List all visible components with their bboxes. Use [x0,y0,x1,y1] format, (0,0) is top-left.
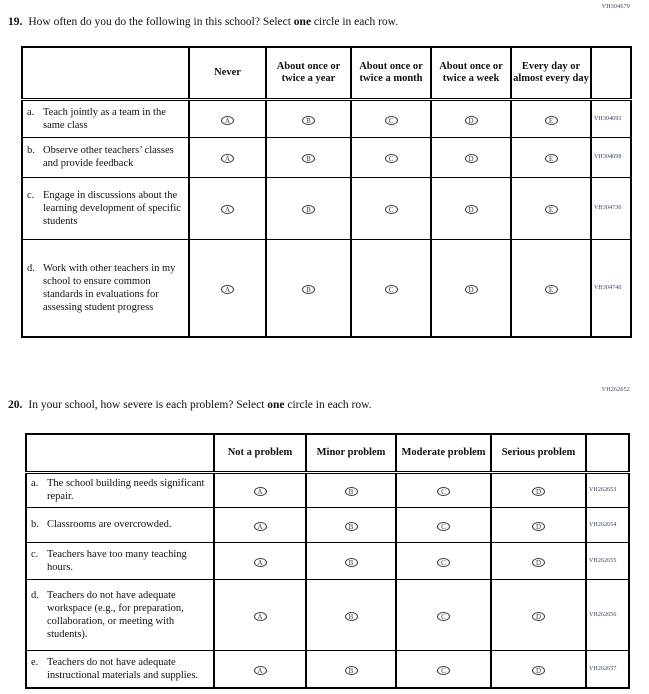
answer-oval-c[interactable]: C [437,666,450,675]
table-row [22,177,631,239]
table-row [26,472,629,507]
row-accession-code: VH304698 [591,137,631,177]
row-label-cell [26,542,214,579]
answer-oval-c[interactable]: C [437,558,450,567]
question-20-text [8,398,649,412]
row-label: Teachers do not have adequate workspace (e.g., for preparation, collaboration, or meeting with students). [47,589,184,640]
row-label-cell [22,177,189,239]
answer-oval-d[interactable]: D [532,612,545,621]
column-header-once-twice-week: About once or twice a week [431,47,511,99]
empty-code-header-cell [586,434,629,472]
header-row [26,434,629,472]
row-accession-code: VH304693 [591,99,631,137]
answer-oval-b[interactable]: B [345,522,358,531]
column-header-not-a-problem: Not a problem [214,434,306,472]
row-letter: d. [31,589,39,601]
row-label: Work with other teachers in my school to ensure common standards in evaluations for assessing student progress [43,262,176,313]
answer-oval-c[interactable]: C [385,205,398,214]
severity-table [25,433,630,689]
empty-code-header-cell [591,47,631,99]
answer-oval-a[interactable]: A [221,285,234,294]
answer-oval-c[interactable]: C [437,522,450,531]
question-20-accession-code: VH262652 [601,387,630,393]
answer-oval-b[interactable]: B [345,558,358,567]
answer-oval-e[interactable]: E [545,154,558,163]
answer-oval-b[interactable]: B [302,285,315,294]
row-accession-code: VH304736 [591,177,631,239]
question-19-post: circle in each row. [311,16,399,28]
answer-oval-b[interactable]: B [345,612,358,621]
answer-oval-b[interactable]: B [302,154,315,163]
frequency-table [21,46,632,338]
answer-oval-a[interactable]: A [254,666,267,675]
answer-oval-e[interactable]: E [545,285,558,294]
row-label: Observe other teachers’ classes and provide feedback [43,145,174,169]
row-label: Teachers have too many teaching hours. [47,548,187,573]
column-header-never: Never [189,47,266,99]
row-accession-code: VH262655 [586,542,629,579]
answer-oval-d[interactable]: D [532,666,545,675]
answer-oval-c[interactable]: C [437,612,450,621]
question-19-number: 19. [8,16,23,28]
row-letter: b. [31,519,39,530]
row-accession-code: VH304740 [591,239,631,337]
row-letter: c. [31,548,39,560]
column-header-serious-problem: Serious problem [491,434,586,472]
answer-oval-a[interactable]: A [221,205,234,214]
column-header-once-twice-year: About once or twice a year [266,47,351,99]
column-header-moderate-problem: Moderate problem [396,434,491,472]
row-label: Classrooms are overcrowded. [47,519,172,530]
answer-oval-d[interactable]: D [532,558,545,567]
answer-oval-b[interactable]: B [345,666,358,675]
row-label-cell [26,507,214,542]
row-label: Engage in discussions about the learning development of specific students [43,189,181,227]
row-letter: e. [31,656,39,668]
answer-oval-a[interactable]: A [254,487,267,496]
column-header-every-day: Every day or almost every day [511,47,591,99]
answer-oval-a[interactable]: A [221,116,234,125]
answer-oval-c[interactable]: C [385,285,398,294]
question-20-post: circle in each row. [284,399,372,411]
answer-oval-c[interactable]: C [385,154,398,163]
answer-oval-d[interactable]: D [532,522,545,531]
question-20-pre: In your school, how severe is each problem? Select [28,399,268,411]
answer-oval-a[interactable]: A [221,154,234,163]
row-label: Teachers do not have adequate instructional materials and supplies. [47,656,199,681]
answer-oval-c[interactable]: C [385,116,398,125]
row-letter: c. [27,189,35,201]
row-label: The school building needs significant repair. [47,478,205,502]
question-19-pre: How often do you do the following in this school? Select [28,16,294,28]
answer-oval-d[interactable]: D [465,116,478,125]
question-20-bold-word: one [267,399,285,411]
row-label-cell [22,239,189,337]
answer-oval-a[interactable]: A [254,558,267,567]
question-19-text [8,15,649,29]
row-letter: a. [27,106,35,118]
row-label-cell [26,472,214,507]
table-row [26,579,629,650]
answer-oval-c[interactable]: C [437,487,450,496]
answer-oval-e[interactable]: E [545,205,558,214]
row-accession-code: VH262653 [586,472,629,507]
row-letter: a. [31,478,39,489]
question-19-bold-word: one [293,16,312,28]
table-row [26,650,629,688]
answer-oval-a[interactable]: A [254,522,267,531]
header-row [22,47,631,99]
row-label-cell [26,579,214,650]
answer-oval-d[interactable]: D [532,487,545,496]
row-label: Teach jointly as a team in the same class [43,106,166,131]
column-header-minor-problem: Minor problem [306,434,396,472]
empty-header-cell [26,434,214,472]
row-label-cell [22,137,189,177]
row-accession-code: VH262657 [586,650,629,688]
answer-oval-b[interactable]: B [302,205,315,214]
table-row [22,239,631,337]
table-row [26,542,629,579]
row-label-cell [26,650,214,688]
row-letter: b. [27,145,35,156]
table-row [26,507,629,542]
answer-oval-a[interactable]: A [254,612,267,621]
table-row [22,137,631,177]
row-label-cell [22,99,189,137]
answer-oval-d[interactable]: D [465,285,478,294]
empty-header-cell [22,47,189,99]
answer-oval-d[interactable]: D [465,205,478,214]
answer-oval-e[interactable]: E [545,116,558,125]
question-19-accession-code: VH304679 [601,4,630,10]
row-accession-code: VH262654 [586,507,629,542]
row-accession-code: VH262656 [586,579,629,650]
column-header-once-twice-month: About once or twice a month [351,47,431,99]
answer-oval-b[interactable]: B [345,487,358,496]
answer-oval-b[interactable]: B [302,116,315,125]
row-letter: d. [27,262,35,274]
question-20-number: 20. [8,399,23,411]
table-row [22,99,631,137]
answer-oval-d[interactable]: D [465,154,478,163]
